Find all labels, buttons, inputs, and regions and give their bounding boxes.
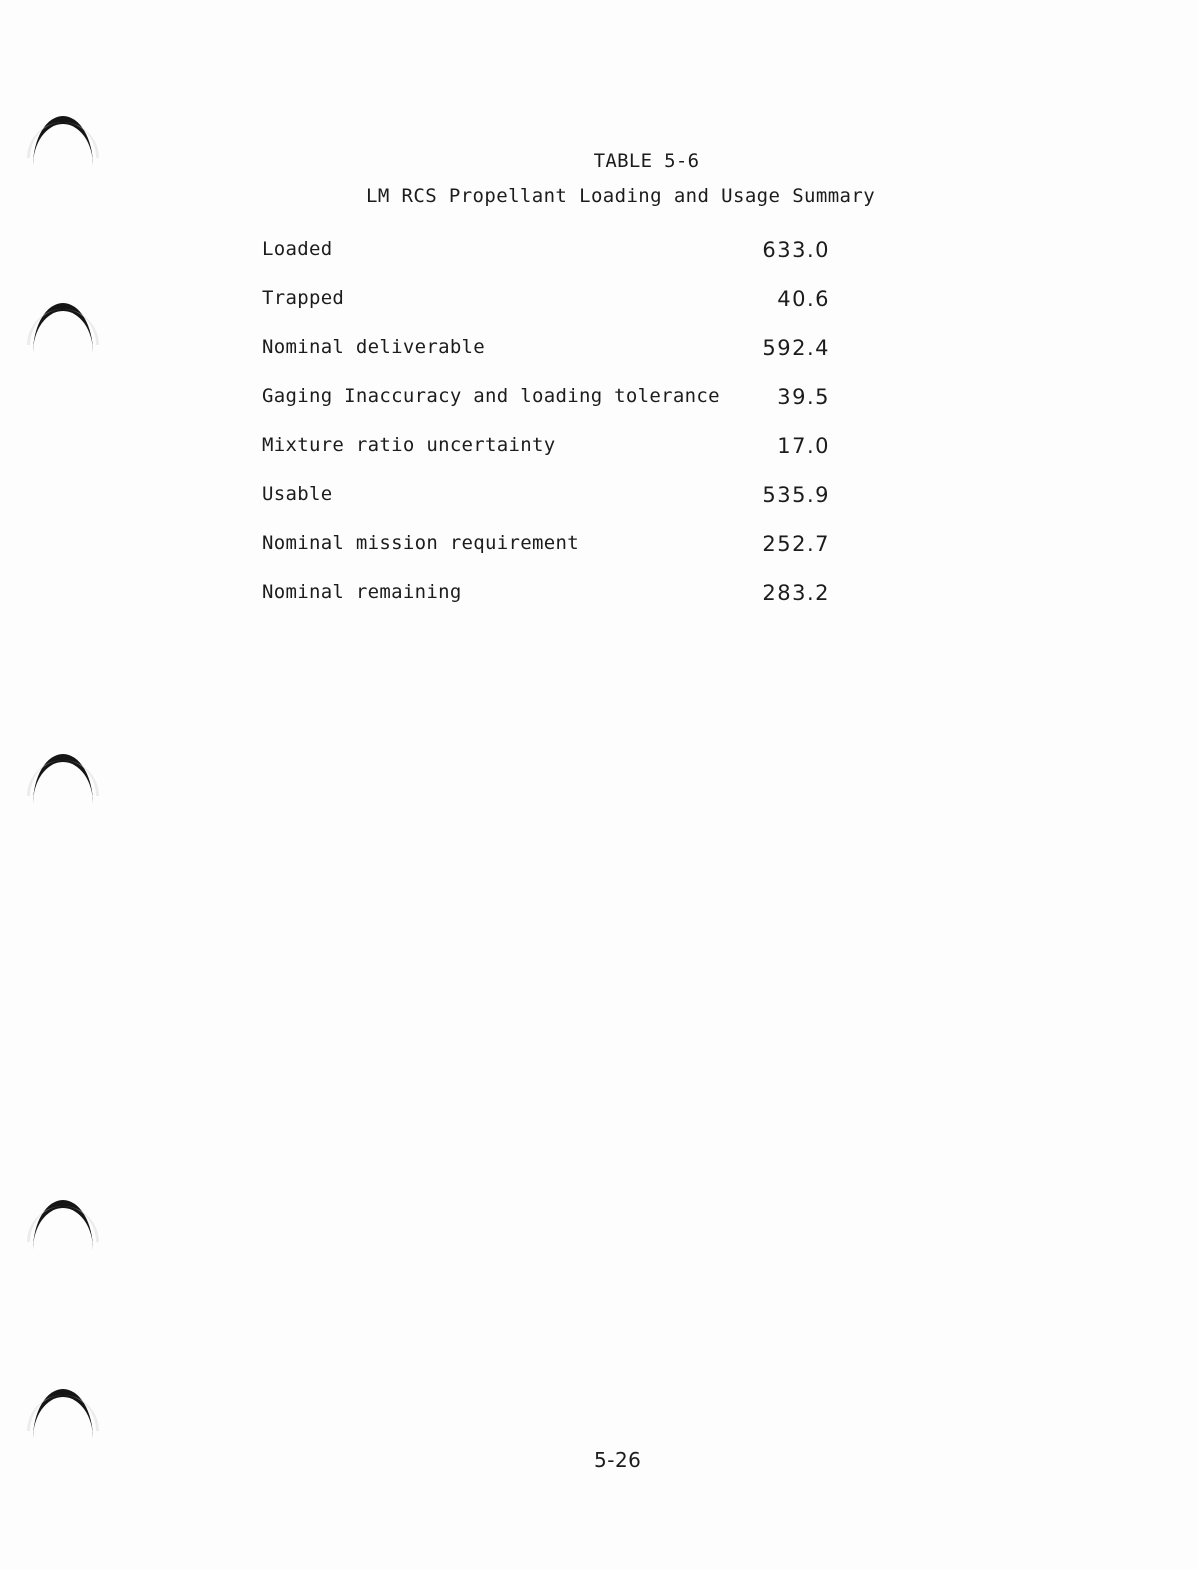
row-label: Mixture ratio uncertainty [262, 434, 556, 456]
table-number: TABLE 5-6 [593, 150, 700, 172]
row-value: 592.4 [762, 336, 830, 360]
row-label: Nominal remaining [262, 581, 462, 603]
row-value: 17.0 [777, 434, 830, 458]
binder-hole [33, 303, 93, 353]
table-row [262, 483, 832, 532]
table-row [262, 385, 832, 434]
table-row [262, 287, 832, 336]
table-row [262, 238, 832, 287]
binder-hole [33, 1389, 93, 1439]
table-row [262, 532, 832, 581]
row-value: 535.9 [762, 483, 830, 507]
propellant-summary-table [262, 238, 832, 630]
table-row [262, 336, 832, 385]
row-value: 40.6 [777, 287, 830, 311]
table-row [262, 581, 832, 630]
binder-hole [33, 1200, 93, 1250]
row-label: Gaging Inaccuracy and loading tolerance [262, 385, 720, 407]
table-title: LM RCS Propellant Loading and Usage Summary [366, 185, 876, 207]
table-row [262, 434, 832, 483]
row-label: Nominal mission requirement [262, 532, 579, 554]
row-value: 633.0 [762, 238, 830, 262]
page-number: 5-26 [594, 1448, 642, 1472]
row-label: Loaded [262, 238, 333, 260]
row-value: 252.7 [762, 532, 830, 556]
row-label: Usable [262, 483, 333, 505]
row-value: 39.5 [777, 385, 830, 409]
row-label: Trapped [262, 287, 345, 309]
binder-hole [33, 754, 93, 804]
row-label: Nominal deliverable [262, 336, 486, 358]
row-value: 283.2 [762, 581, 830, 605]
